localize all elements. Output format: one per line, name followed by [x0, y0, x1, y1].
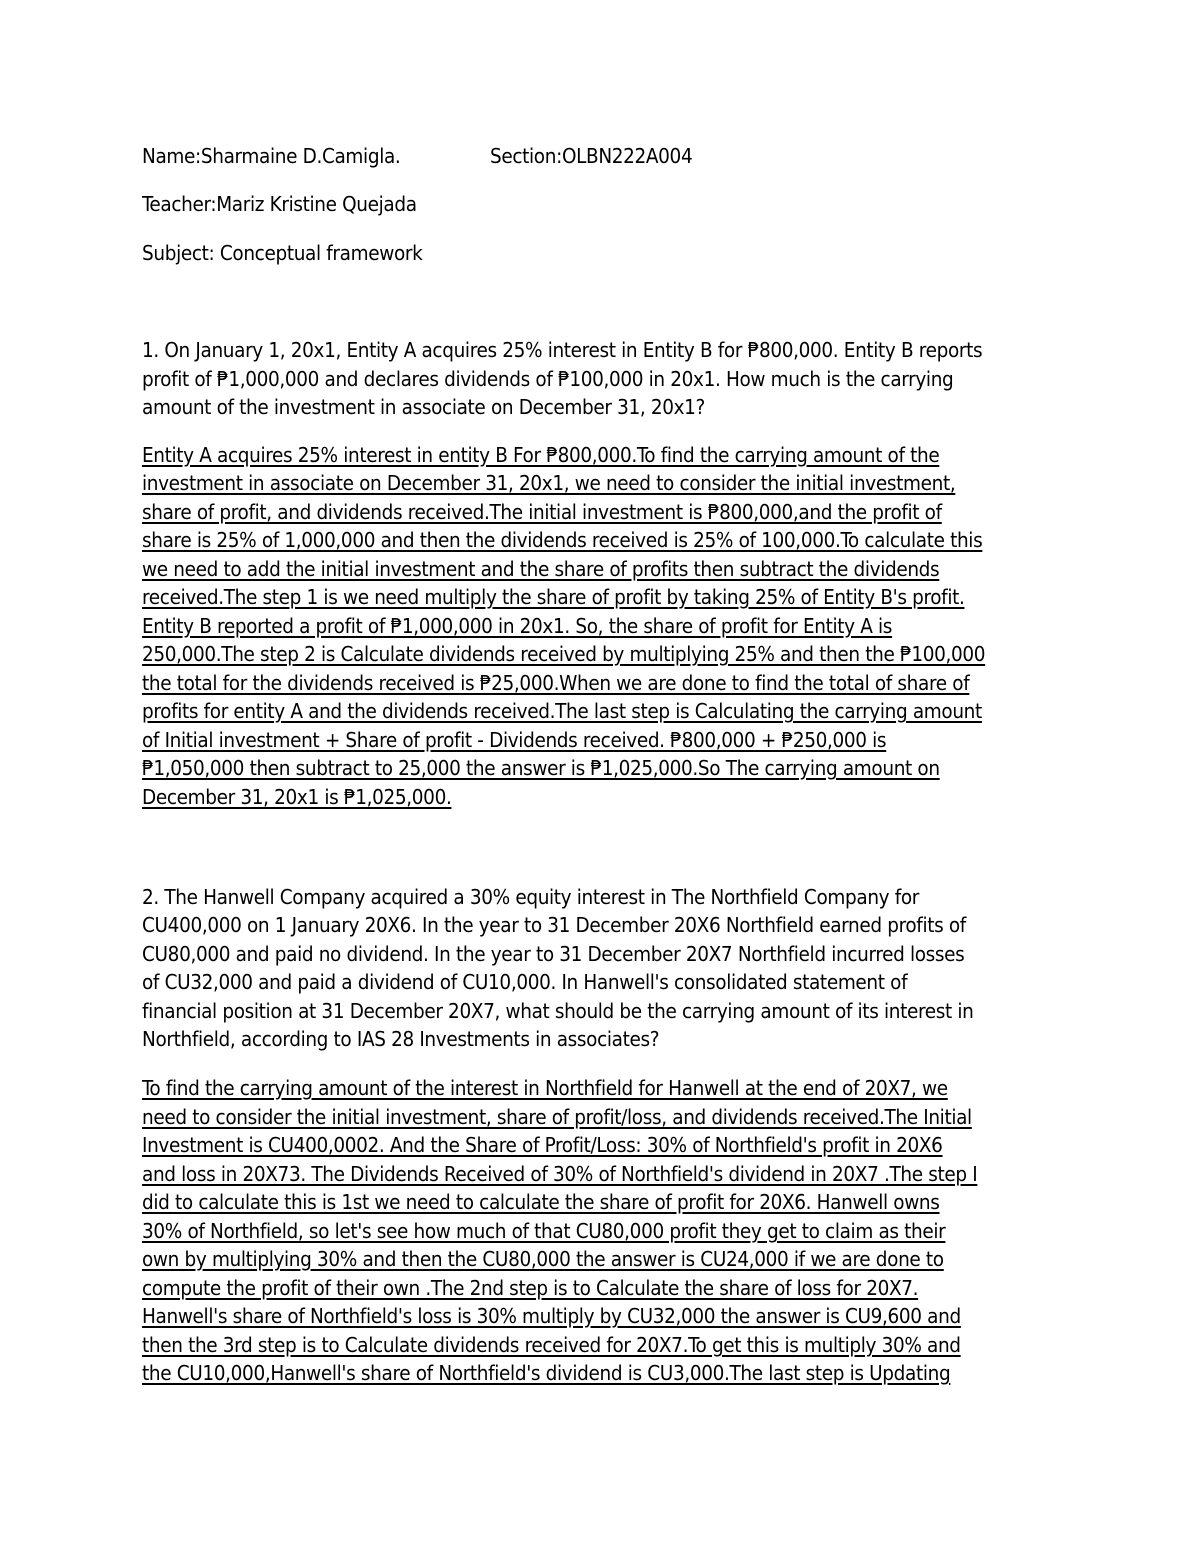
- question-1-line: profit of ₱1,000,000 and declares dividends of ₱100,000 in 20x1. How much is the carrying: [142, 367, 954, 391]
- answer-1-line: share is 25% of 1,000,000 and then the dividends received is 25% of 100,000.To calculate this: [142, 528, 983, 552]
- answer-1-line: 250,000.The step 2 is Calculate dividends received by multiplying 25% and then the ₱100,000: [142, 642, 986, 666]
- answer-2-line: did to calculate this is 1st we need to calculate the share of profit for 20X6. Hanwell owns: [142, 1190, 940, 1214]
- question-1-line: amount of the investment in associate on December 31, 20x1?: [142, 395, 705, 419]
- question-2-line: financial position at 31 December 20X7, what should be the carrying amount of its interest in: [142, 999, 974, 1023]
- question-2-line: CU80,000 and paid no dividend. In the year to 31 December 20X7 Northfield incurred losses: [142, 942, 965, 966]
- section-code: Section:OLBN222A004: [490, 144, 693, 168]
- answer-1-line: ₱1,050,000 then subtract to 25,000 the answer is ₱1,025,000.So The carrying amount on: [142, 756, 940, 780]
- answer-1-line: share of profit, and dividends received.The initial investment is ₱800,000,and the profit of: [142, 500, 942, 524]
- answer-2-line: Hanwell's share of Northfield's loss is 30% multiply by CU32,000 the answer is CU9,600 and: [142, 1304, 961, 1328]
- answer-1-line: December 31, 20x1 is ₱1,025,000.: [142, 785, 452, 809]
- answer-1-line: we need to add the initial investment and the share of profits then subtract the dividends: [142, 557, 940, 581]
- teacher-name: Teacher:Mariz Kristine Quejada: [142, 192, 417, 216]
- answer-2-line: and loss in 20X73. The Dividends Received of 30% of Northfield's dividend in 20X7 .The step I: [142, 1162, 978, 1186]
- answer-2-line: 30% of Northfield, so let's see how much of that CU80,000 profit they get to claim as their: [142, 1219, 946, 1243]
- question-2-line: CU400,000 on 1 January 20X6. In the year to 31 December 20X6 Northfield earned profits of: [142, 913, 966, 937]
- answer-2-line: need to consider the initial investment, share of profit/loss, and dividends received.The Initial: [142, 1105, 972, 1129]
- answer-1-line: Entity A acquires 25% interest in entity B For ₱800,000.To find the carrying amount of the: [142, 443, 940, 467]
- answer-1-line: of Initial investment + Share of profit - Dividends received. ₱800,000 + ₱250,000 is: [142, 728, 887, 752]
- answer-1-line: received.The step 1 is we need multiply the share of profit by taking 25% of Entity B's profit.: [142, 585, 965, 609]
- student-name: Name:Sharmaine D.Camigla.: [142, 144, 401, 168]
- answer-1-line: investment in associate on December 31, 20x1, we need to consider the initial investment,: [142, 471, 956, 495]
- question-1-line: 1. On January 1, 20x1, Entity A acquires 25% interest in Entity B for ₱800,000. Entity B reports: [142, 338, 983, 362]
- question-2-line: of CU32,000 and paid a dividend of CU10,000. In Hanwell's consolidated statement of: [142, 970, 908, 994]
- answer-2-line: To find the carrying amount of the interest in Northfield for Hanwell at the end of 20X7, we: [142, 1076, 948, 1100]
- question-2-line: Northfield, according to IAS 28 Investments in associates?: [142, 1027, 660, 1051]
- answer-2-line: compute the profit of their own .The 2nd step is to Calculate the share of loss for 20X7.: [142, 1276, 919, 1300]
- answer-2-line: own by multiplying 30% and then the CU80,000 the answer is CU24,000 if we are done to: [142, 1247, 944, 1271]
- question-2-line: 2. The Hanwell Company acquired a 30% equity interest in The Northfield Company for: [142, 885, 920, 909]
- answer-1-line: profits for entity A and the dividends received.The last step is Calculating the carrying amount: [142, 699, 982, 723]
- answer-2-line: the CU10,000,Hanwell's share of Northfield's dividend is CU3,000.The last step is Updating: [142, 1361, 951, 1385]
- answer-1-line: Entity B reported a profit of ₱1,000,000 in 20x1. So, the share of profit for Entity A is: [142, 614, 893, 638]
- subject-name: Subject: Conceptual framework: [142, 241, 423, 265]
- answer-2-line: then the 3rd step is to Calculate dividends received for 20X7.To get this is multiply 30% and: [142, 1333, 961, 1357]
- answer-1-line: the total for the dividends received is ₱25,000.When we are done to find the total of share of: [142, 671, 970, 695]
- answer-2-line: Investment is CU400,0002. And the Share of Profit/Loss: 30% of Northfield's profit in 20X6: [142, 1133, 943, 1157]
